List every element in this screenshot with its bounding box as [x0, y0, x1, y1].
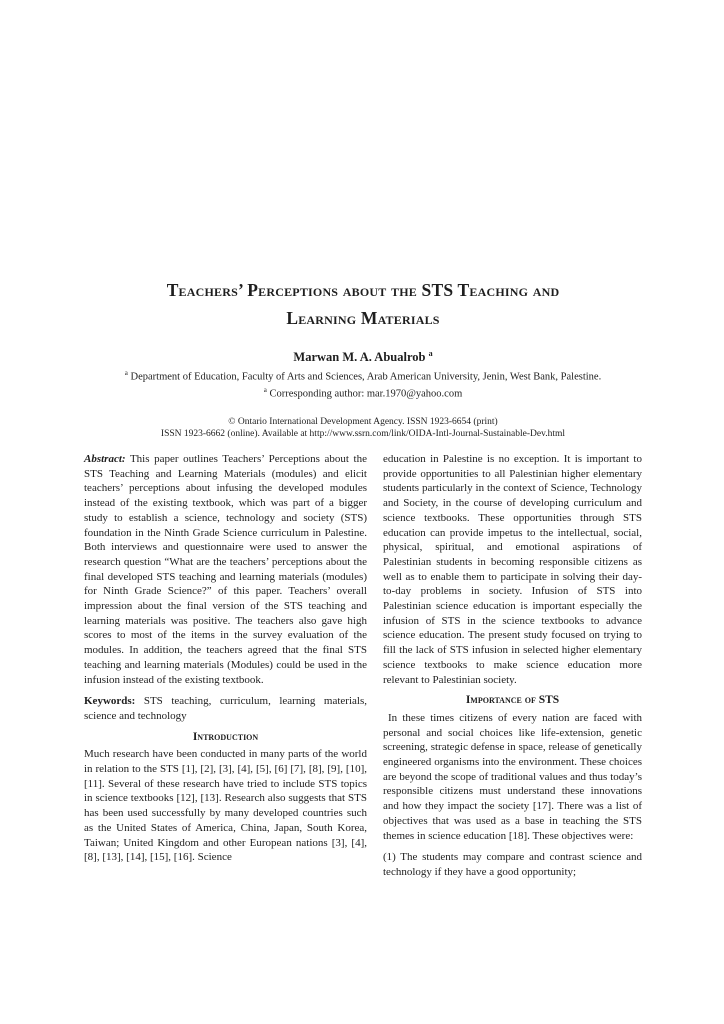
corresponding-superscript: a	[263, 385, 267, 394]
abstract-text: This paper outlines Teachers’ Perceptions about the STS Teaching and Learning Materials (modules) and elicit teachers’ perceptions about infusing the developed modules instead of the existing textbook, which was part of a bigger study to establish a science, technology and society (STS) foundation in the Ninth Grade Science curriculum in Palestine. Both interviews and questionnaire were used to answer the research question “What are the teachers’ perceptions about the final developed STS teaching and learning materials (modules) for Ninth Grade Science?” of this paper. Teachers’ overall impression about the final version of the STS teaching and learning materials was positive. The teachers also gave high scores to most of the items in the survey evaluation of the modules. In addition, the teachers agreed that the final STS teaching and learning materials (Modules) could be used in the infusion instead of the existing textbook.	[84, 453, 367, 686]
copyright-block	[84, 417, 642, 440]
left-column	[84, 452, 367, 880]
keywords-paragraph	[84, 694, 367, 723]
continuation-paragraph: education in Palestine is no exception. It is important to provide opportunities to all Palestinian higher elementary students particularly in the context of Science, Technology and Society, in the course of developing curriculum and science textbooks. These opportunities through STS education can provide impetus to the intellectual, social, physical, spiritual, and emotional aspirations of Palestinian students in becoming responsible citizens as well as to enable them to participate in solving their day-to-day problems in society. Infusion of STS into Palestinian science education is important especially the infusion of STS in the science textbooks to advance science education. The present study focused on trying to fill the lack of STS infusion in selected higher elementary science textbooks to make science education more relevant to Palestinian society.	[383, 453, 642, 686]
corresponding-text: Corresponding author: mar.1970@yahoo.com	[269, 388, 463, 400]
keywords-label: Keywords:	[84, 695, 136, 708]
corresponding-author-line	[84, 384, 642, 401]
importance-paragraph: In these times citizens of every nation are faced with personal and social choices like life-extension, genetic screening, strategic defense in space, release of genetically engineered organisms into the environment. These choices are beyond the scope of traditional values and thus today’s responsible citizens must understand these innovations and how they impact the society [17]. There was a list of objectives that was used as a base in teaching the STS themes in science education [18]. These objectives were:	[383, 711, 642, 842]
title-block	[84, 276, 642, 440]
copyright-line-2: ISSN 1923-6662 (online). Available at http://www.ssrn.com/link/OIDA-Intl-Journal-Sustainable-Dev.html	[160, 428, 566, 439]
paper-title	[84, 276, 642, 332]
paper-title-line2: Learning Materials	[286, 308, 440, 328]
right-column	[383, 452, 642, 880]
body-columns	[84, 452, 642, 880]
abstract-label: Abstract:	[84, 453, 126, 465]
introduction-heading: Introduction	[192, 730, 259, 743]
abstract-paragraph	[84, 452, 367, 687]
affiliation-text: Department of Education, Faculty of Arts and Sciences, Arab American University, Jenin, West Bank, Palestine.	[130, 371, 602, 383]
paper-title-line1: Teachers’ Perceptions about the STS Teaching and	[166, 280, 560, 300]
affiliation-block	[84, 367, 642, 400]
introduction-paragraph: Much research have been conducted in many parts of the world in relation to the STS [1], [2], [3], [4], [5], [6] [7], [8], [9], [10], [11]. Several of these research have tried to include STS topics in science textbooks [12], [13]. Research also suggests that STS has been used successfully by many developed countries such as the United States of America, China, Japan, South Korea, Taiwan; United Kingdom and other European nations [3], [4], [8], [13], [14], [15], [16]. Science	[84, 748, 367, 864]
author-line	[84, 346, 642, 365]
author-superscript: a	[428, 349, 433, 358]
importance-heading: Importance of STS	[465, 694, 560, 707]
keywords-text: STS teaching, curriculum, learning materials, science and technology	[84, 695, 367, 722]
copyright-line-1: © Ontario International Development Agency. ISSN 1923-6654 (print)	[228, 417, 498, 428]
author-name: Marwan M. A. Abualrob	[293, 350, 426, 365]
affiliation-line	[84, 367, 642, 384]
affiliation-superscript: a	[124, 369, 128, 378]
objective-1-paragraph: (1) The students may compare and contrast science and technology if they have a good opportunity;	[383, 851, 642, 878]
